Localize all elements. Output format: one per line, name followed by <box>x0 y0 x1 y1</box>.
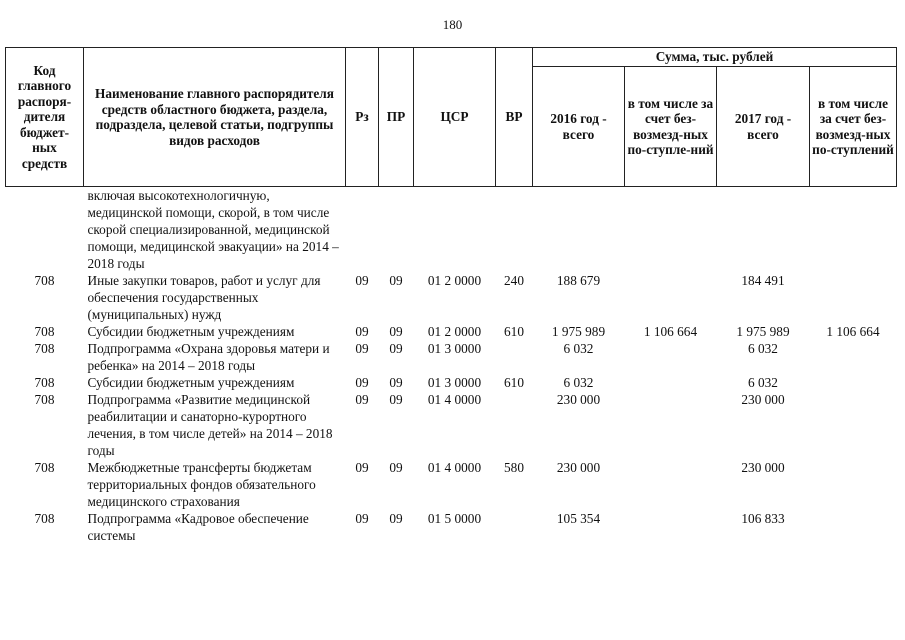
cell-2016-total: 1 975 989 <box>551 324 606 339</box>
cell-rz: 09 <box>355 511 369 526</box>
cell-pr: 09 <box>389 324 403 339</box>
cell-name: Иные закупки товаров, работ и услуг для обеспечения государственных (муниципальных) нужд <box>87 273 321 322</box>
cell-pr: 09 <box>389 341 403 356</box>
cell-rz: 09 <box>355 460 369 475</box>
cell-name: Подпрограмма «Охрана здоровья матери и ребенка» на 2014 – 2018 годы <box>87 341 330 373</box>
cell-name: Субсидии бюджетным учреждениям <box>87 375 295 390</box>
cell-csr: 01 3 0000 <box>427 341 482 356</box>
cell-code: 708 <box>34 460 55 475</box>
cell-2017-total: 230 000 <box>741 460 785 475</box>
cell-2017-total: 184 491 <box>741 273 785 288</box>
cell-pr: 09 <box>389 392 403 407</box>
cell-vr <box>496 340 533 374</box>
budget-table-wrapper <box>5 47 896 544</box>
cell-pr: 09 <box>389 511 403 526</box>
cell-2017-total: 230 000 <box>741 392 785 407</box>
header-pr: ПР <box>379 48 414 187</box>
cell-vr: 580 <box>504 460 524 475</box>
cell-rz: 09 <box>355 324 369 339</box>
cell-code: 708 <box>34 392 55 407</box>
cell-pr: 09 <box>389 273 403 288</box>
cell-name: Субсидии бюджетным учреждениям <box>87 324 295 339</box>
cell-2016-total: 6 032 <box>563 375 594 390</box>
cell-name: Подпрограмма «Развитие медицинской реабилитации и санаторно-курортного лечения, в том числе детей» на 2014 – 2018 годы <box>87 392 333 458</box>
cell-2017-total: 6 032 <box>748 375 778 390</box>
cell-pr: 09 <box>389 460 403 475</box>
cell-csr: 01 4 0000 <box>427 392 482 407</box>
cell-2016-total: 6 032 <box>563 341 594 356</box>
cell-rz: 09 <box>355 375 369 390</box>
cell-2016-free <box>625 374 717 391</box>
header-2017-total: 2017 год - всего <box>717 67 810 187</box>
table-row <box>6 272 897 323</box>
cell-2016-total <box>533 187 625 273</box>
cell-2016-free <box>625 391 717 459</box>
header-rz: Рз <box>346 48 379 187</box>
cell-2017-total <box>717 187 810 273</box>
page-number: 180 <box>442 17 463 32</box>
table-row <box>6 323 897 340</box>
cell-2017-free <box>810 510 897 544</box>
cell-2016-free <box>625 272 717 323</box>
cell-name: включая высокотехнологичную, медицинской помощи, скорой, в том числе скорой специализированной, медицинской помощи, медицинской эвакуации» на 2014 – 2018 годы <box>87 188 339 271</box>
table-row <box>6 510 897 544</box>
table-body <box>6 187 897 545</box>
cell-code <box>6 187 84 273</box>
cell-2016-total: 230 000 <box>556 392 601 407</box>
cell-2017-total: 106 833 <box>741 511 785 526</box>
cell-2016-total: 105 354 <box>556 511 601 526</box>
table-row <box>6 391 897 459</box>
header-2016-free: в том числе за счет без-возмезд-ных по-ступле-ний <box>625 67 717 187</box>
cell-2016-total: 188 679 <box>556 273 601 288</box>
cell-2017-free <box>810 374 897 391</box>
cell-name: Межбюджетные трансферты бюджетам территориальных фондов обязательного медицинского страхования <box>87 460 316 509</box>
cell-vr <box>496 391 533 459</box>
cell-code: 708 <box>34 324 55 339</box>
header-code: Код главного распоря-дителя бюджет-ных средств <box>6 48 84 187</box>
cell-2017-free: 1 106 664 <box>826 324 880 339</box>
cell-csr <box>414 187 496 273</box>
cell-vr <box>496 510 533 544</box>
cell-code: 708 <box>34 511 55 526</box>
cell-2017-free <box>810 187 897 273</box>
cell-2017-free <box>810 272 897 323</box>
cell-csr: 01 2 0000 <box>427 324 482 339</box>
cell-vr: 610 <box>504 375 524 390</box>
header-sum: Сумма, тыс. рублей <box>533 48 897 67</box>
cell-2017-total: 6 032 <box>748 341 778 356</box>
cell-2017-free <box>810 391 897 459</box>
cell-vr <box>496 187 533 273</box>
cell-csr: 01 3 0000 <box>427 375 482 390</box>
table-row <box>6 187 897 273</box>
cell-rz: 09 <box>355 392 369 407</box>
header-vr: ВР <box>496 48 533 187</box>
cell-csr: 01 2 0000 <box>427 273 482 288</box>
cell-2016-free <box>625 459 717 510</box>
cell-2017-total: 1 975 989 <box>736 324 790 339</box>
header-name: Наименование главного распорядителя средств областного бюджета, раздела, подраздела, целевой статьи, подгруппы видов расходов <box>84 48 346 187</box>
header-csr: ЦСР <box>414 48 496 187</box>
cell-vr: 240 <box>504 273 524 288</box>
cell-2016-free: 1 106 664 <box>643 324 698 339</box>
cell-rz <box>346 187 379 273</box>
cell-2016-free <box>625 187 717 273</box>
cell-2016-free <box>625 340 717 374</box>
cell-rz: 09 <box>355 341 369 356</box>
header-2017-free: в том числе за счет без-возмезд-ных по-ступлений <box>810 67 897 187</box>
cell-csr: 01 5 0000 <box>427 511 482 526</box>
header-2016-total: 2016 год - всего <box>533 67 625 187</box>
cell-code: 708 <box>34 341 55 356</box>
cell-csr: 01 4 0000 <box>427 460 482 475</box>
cell-2016-total: 230 000 <box>556 460 601 475</box>
table-row <box>6 459 897 510</box>
budget-table <box>5 47 897 544</box>
cell-2016-free <box>625 510 717 544</box>
cell-rz: 09 <box>355 273 369 288</box>
cell-code: 708 <box>34 273 55 288</box>
cell-pr <box>379 187 414 273</box>
table-row <box>6 374 897 391</box>
cell-name: Подпрограмма «Кадровое обеспечение системы <box>87 511 309 543</box>
cell-2017-free <box>810 459 897 510</box>
table-row <box>6 340 897 374</box>
cell-pr: 09 <box>389 375 403 390</box>
cell-code: 708 <box>34 375 55 390</box>
cell-vr: 610 <box>504 324 524 339</box>
cell-2017-free <box>810 340 897 374</box>
